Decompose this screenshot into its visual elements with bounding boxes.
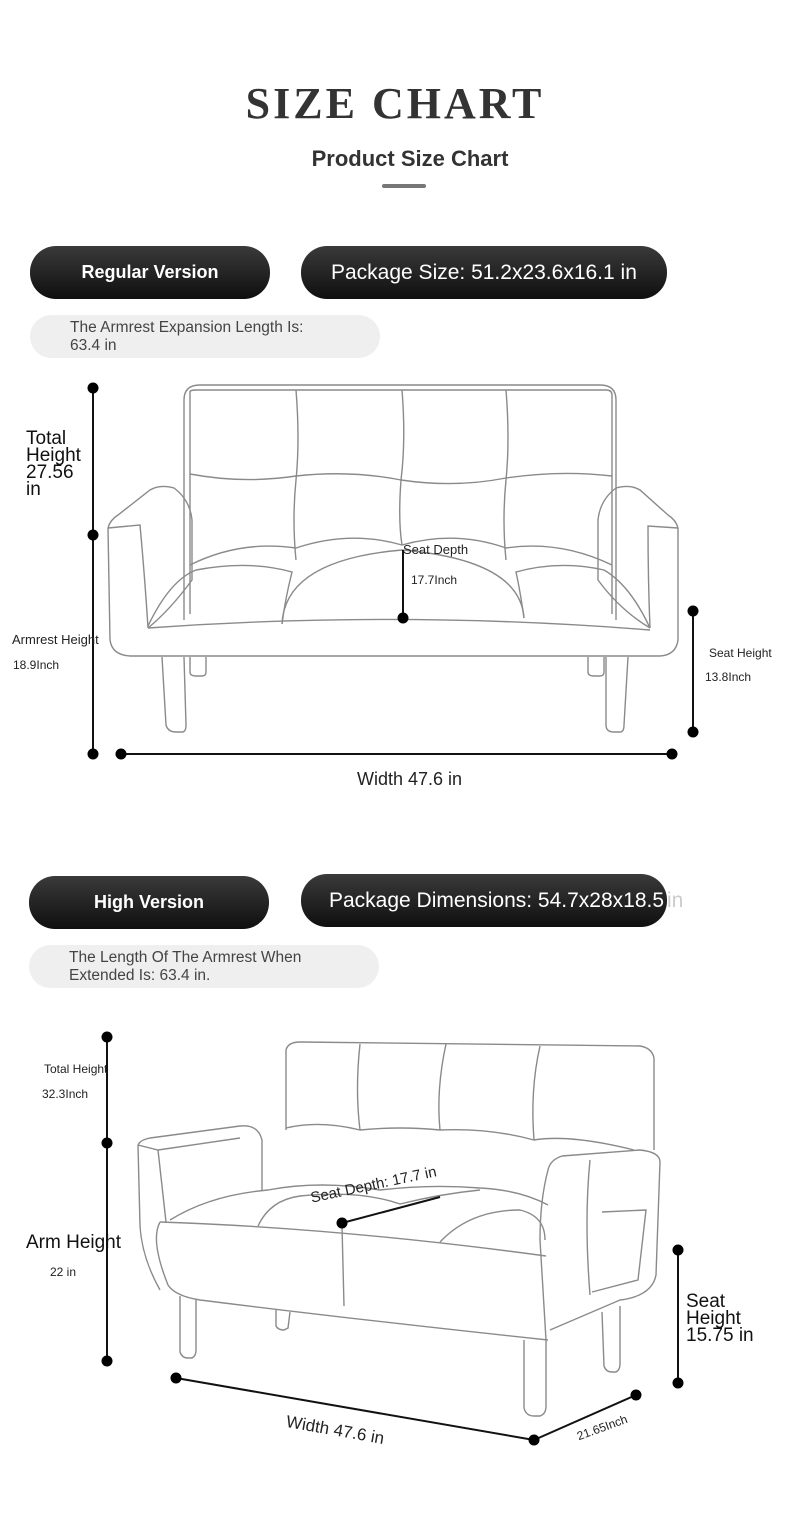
high-package-size-label: Package Dimensions: 54.7x28x18.5 [329, 888, 665, 912]
high-seat-height-value: 15.75 in [686, 1325, 754, 1346]
page-subtitle: Product Size Chart [311, 146, 509, 171]
regular-seat-depth-value: 17.7Inch [411, 573, 458, 587]
regular-armrest-height-label: Armrest Height [12, 632, 99, 647]
high-measure-lines [107, 1037, 678, 1440]
regular-total-height-unit: in [26, 479, 41, 500]
regular-armrest-note-line2: 63.4 in [70, 337, 117, 354]
regular-armrest-note-line1: The Armrest Expansion Length Is: [70, 319, 304, 336]
high-total-height-label: Total Height [44, 1062, 108, 1076]
high-seat-depth-label: Seat Depth: 17.7 in [309, 1163, 439, 1207]
high-arm-height-label: Arm Height [26, 1232, 122, 1253]
regular-package-size-badge [301, 246, 667, 299]
high-armrest-note-line1: The Length Of The Armrest When [69, 949, 302, 966]
regular-armrest-note [30, 315, 380, 358]
high-package-size-badge [301, 874, 667, 927]
high-armrest-note-line2: Extended Is: 63.4 in. [69, 967, 211, 984]
high-package-size-unit: in [667, 889, 684, 912]
high-seat-height-line1: Seat [686, 1291, 726, 1312]
high-total-height-value: 32.3Inch [42, 1087, 89, 1101]
subtitle-underline [382, 184, 426, 188]
regular-total-height-line2: Height [26, 445, 81, 466]
high-seat-height-line2: Height [686, 1308, 741, 1329]
regular-measure-dots [88, 383, 699, 760]
regular-version-badge [30, 246, 270, 299]
high-width-label: Width 47.6 in [284, 1412, 386, 1448]
regular-sofa-icon [108, 385, 678, 732]
regular-total-height-line1: Total [26, 428, 67, 449]
high-sofa-icon [138, 1042, 660, 1416]
regular-package-size-label: Package Size: 51.2x23.6x16.1 in [331, 260, 637, 284]
regular-total-height-value: 27.56 [26, 462, 74, 483]
regular-version-label: Regular Version [81, 262, 219, 282]
high-version-label: High Version [93, 892, 205, 912]
high-arm-height-value: 22 in [50, 1265, 77, 1279]
high-armrest-note [29, 945, 379, 988]
high-depth-label: 21.65Inch [575, 1411, 630, 1444]
regular-measure-lines [93, 388, 693, 754]
regular-armrest-height-value: 18.9Inch [13, 658, 60, 672]
high-measure-dots [102, 1032, 684, 1446]
regular-seat-height-value: 13.8Inch [705, 670, 752, 684]
page-title: SIZE CHART [245, 79, 545, 128]
high-seat-height-label [686, 1293, 754, 1344]
regular-total-height-label [26, 430, 81, 498]
high-version-badge [29, 876, 269, 929]
regular-seat-depth-label: Seat Depth [403, 542, 469, 557]
regular-width-label: Width 47.6 in [357, 769, 463, 789]
regular-seat-height-label: Seat Height [709, 646, 772, 660]
